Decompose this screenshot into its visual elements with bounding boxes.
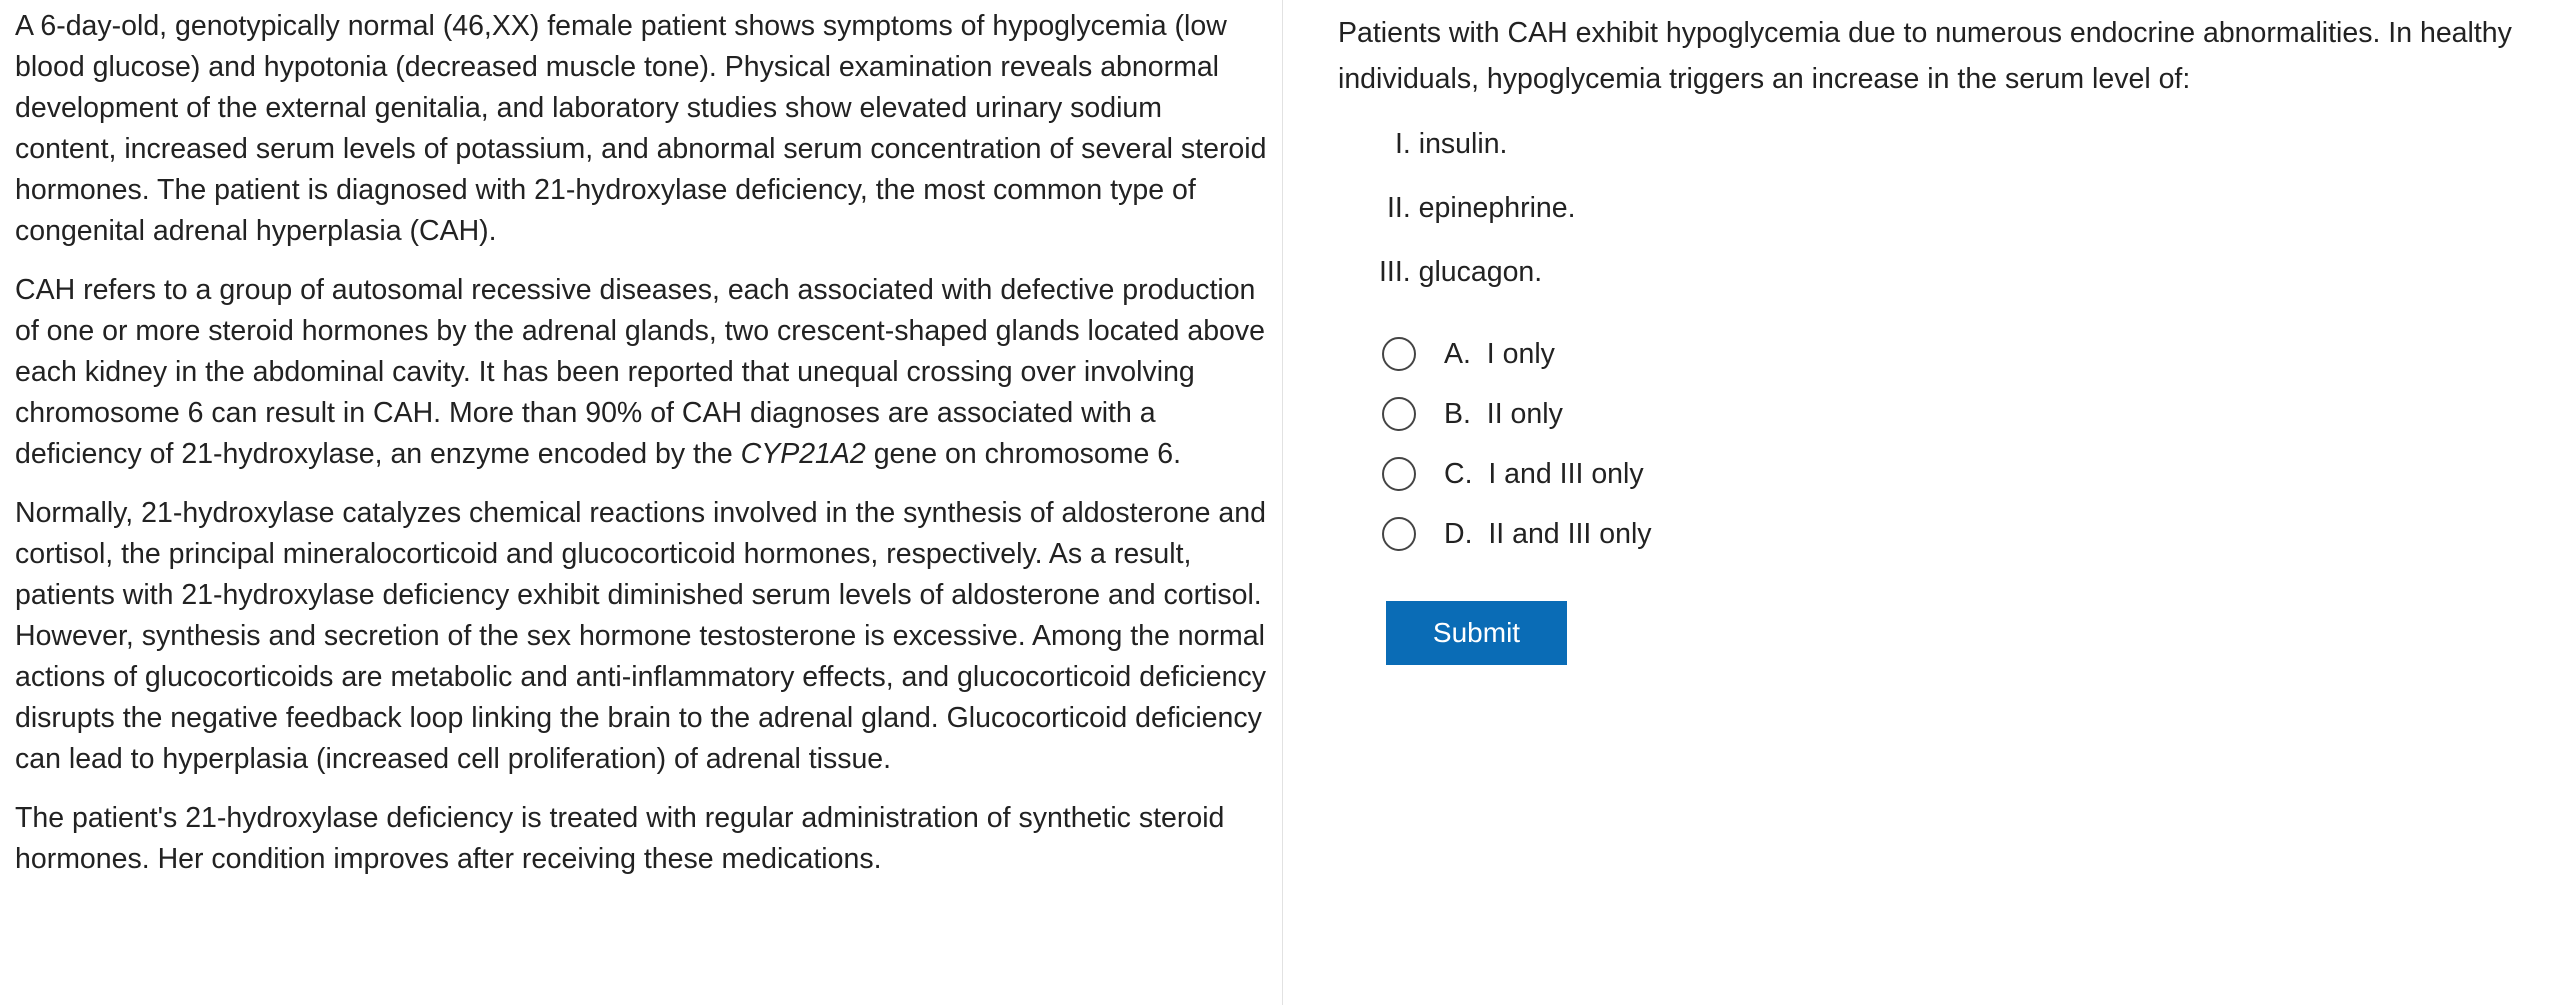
submit-button[interactable]: Submit	[1386, 601, 1567, 665]
passage-panel	[15, 6, 1270, 898]
choice-text-a: I only	[1486, 338, 1555, 370]
answer-choice-c[interactable]	[1382, 454, 1644, 494]
radio-button-b[interactable]	[1382, 397, 1416, 431]
passage-paragraph-2-text-before: CAH refers to a group of autosomal recessive diseases, each associated with defective production of one or more steroid hormones by the adrenal glands, two crescent-shaped glands located above each kidney in the abdominal cavity. It has been reported that unequal crossing over involving chromosome 6 can result in CAH. More than 90% of CAH diagnoses are associated with a deficiency of 21-hydroxylase, an enzyme encoded by the	[15, 274, 1266, 470]
question-stem: Patients with CAH exhibit hypoglycemia due to numerous endocrine abnormalities. In healthy individuals, hypoglycemia triggers an increase in the serum level of:	[1338, 17, 2512, 95]
passage-paragraph-4: The patient's 21-hydroxylase deficiency is treated with regular administration of synthetic steroid hormones. Her condition improves after receiving these medications.	[15, 802, 1225, 875]
question-panel	[1338, 10, 2563, 102]
passage-paragraph-2-text-after: gene on chromosome 6.	[865, 438, 1182, 470]
choice-letter-c: C.	[1444, 458, 1473, 490]
choice-letter-b: B.	[1444, 398, 1471, 430]
statement-3: III. glucagon.	[1379, 256, 1543, 288]
passage-paragraph-2	[15, 270, 1270, 475]
radio-button-c[interactable]	[1382, 457, 1416, 491]
statement-1: I. insulin.	[1395, 128, 1508, 160]
panel-divider	[1282, 0, 1283, 1005]
answer-choice-d[interactable]	[1382, 514, 1652, 554]
choice-text-d: II and III only	[1488, 518, 1652, 550]
passage-paragraph-3: Normally, 21-hydroxylase catalyzes chemical reactions involved in the synthesis of aldosterone and cortisol, the principal mineralocorticoid and glucocorticoid hormones, respectively. As a result, patients with 21-hydroxylase deficiency exhibit diminished serum levels of aldosterone and cortisol. However, synthesis and secretion of the sex hormone testosterone is excessive. Among the normal actions of glucocorticoids are metabolic and anti-inflammatory effects, and glucocorticoid deficiency disrupts the negative feedback loop linking the brain to the adrenal gland. Glucocorticoid deficiency can lead to hyperplasia (increased cell proliferation) of adrenal tissue.	[15, 497, 1266, 775]
answer-choice-a[interactable]	[1382, 334, 1555, 374]
choice-text-b: II only	[1486, 398, 1563, 430]
choice-text-c: I and III only	[1488, 458, 1644, 490]
radio-button-d[interactable]	[1382, 517, 1416, 551]
passage-paragraph-1: A 6-day-old, genotypically normal (46,XX) female patient shows symptoms of hypoglycemia (low blood glucose) and hypotonia (decreased muscle tone). Physical examination reveals abnormal development of the external genitalia, and laboratory studies show elevated urinary sodium content, increased serum levels of potassium, and abnormal serum concentration of several steroid hormones. The patient is diagnosed with 21-hydroxylase deficiency, the most common type of congenital adrenal hyperplasia (CAH).	[15, 10, 1267, 247]
choice-letter-d: D.	[1444, 518, 1473, 550]
choice-letter-a: A.	[1444, 338, 1471, 370]
statement-2: II. epinephrine.	[1387, 192, 1576, 224]
answer-choice-b[interactable]	[1382, 394, 1563, 434]
gene-name: CYP21A2	[740, 438, 866, 470]
radio-button-a[interactable]	[1382, 337, 1416, 371]
